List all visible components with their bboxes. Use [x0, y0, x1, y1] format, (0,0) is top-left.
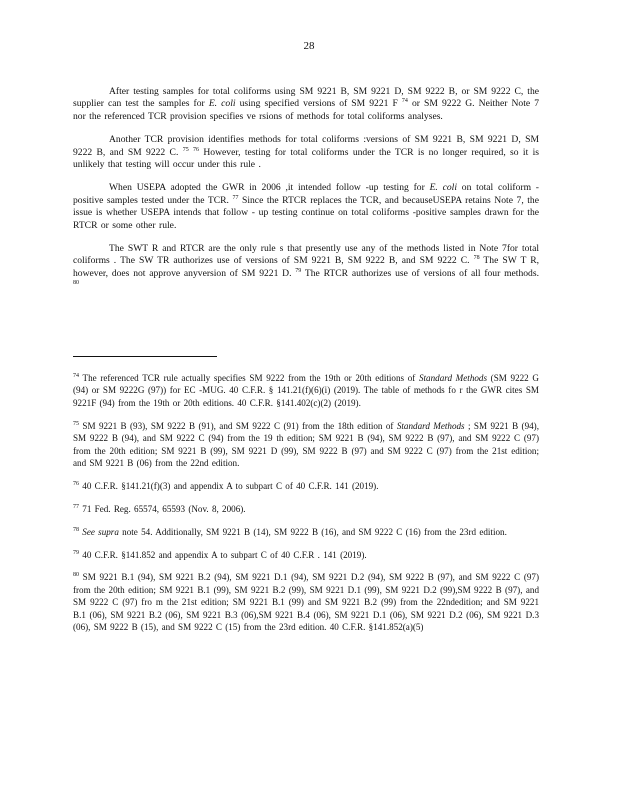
italic-text: E. coli [429, 182, 457, 194]
footnotes [73, 372, 539, 644]
italic-text: Standard Methods [396, 420, 465, 431]
footnote-marker: 80 [73, 280, 79, 287]
page-number: 28 [303, 40, 315, 52]
footnote: $^{78}$ See supra note 54. Additionally, SM 9221 B (14), SM 9222 B (16), and SM 9222 C (16) from the 23rd edition. [73, 526, 507, 537]
footnote-marker: 77 [232, 194, 239, 201]
main-text [73, 86, 539, 304]
footnote-marker: 76 [193, 146, 200, 153]
paragraph: Another TCR provision identifies methods for total coliforms :versions of SM 9221 B, SM 9221 D, SM 9222 B, and SM 9222 C. $^{75}$ $^{76}$ However, testing for total coliforms under the TCR is no longer required, so it is unlikely that testing will occur under this rule . [73, 134, 539, 171]
footnote: $^{80}$ SM 9221 B.1 (94), SM 9221 B.2 (94), SM 9221 D.1 (94), SM 9221 D.2 (94), SM 9222 B (97), and SM 9222 C (97) from the 20th edition; SM 9221 B.1 (99), SM 9221 B.2 (99), SM 9221 D.1 (99), SM 9221 D.2 (99),SM 9222 B (97), and SM 9222 C (97) fro m the 21st edition; SM 9221 B.1 (99) and SM 9221 B.2 (99) from the 22ndedition; and SM 9221 B.1 (06), SM 9221 B.2 (06), SM 9221 B.3 (06),SM 9221 B.4 (06), SM 9221 D.1 (06), SM 9221 D.2 (06), SM 9221 D.3 (06), SM 9222 B (15), and SM 9222 C (15) from the 23rd edition. 40 C.F.R. §141.852(a)(5) [73, 572, 539, 633]
footnote: $^{77}$ 71 Fed. Reg. 65574, 65593 (Nov. 8, 2006). [73, 503, 246, 514]
paragraph: When USEPA adopted the GWR in 2006 ,it intended follow -up testing for E. coli on total coliform -positive samples tested under the TCR. $^{77}$ Since the RTCR replaces the TCR, and becauseUSEPA retains Note 7, the issue is whether USEPA intends that follow - up testing continue on total coliforms -positive samples drawn for the RTCR or some other rule. [73, 182, 540, 231]
footnote-marker: 79 [295, 267, 302, 274]
italic-text: Standard Methods [418, 373, 487, 383]
footnote-marker: 74 [73, 372, 79, 379]
italic-text: See supra [82, 526, 119, 537]
italic-text: E. coli [208, 98, 236, 110]
footnote-marker: 79 [73, 549, 79, 556]
paragraph: After testing samples for total coliforms using SM 9221 B, SM 9221 D, SM 9222 B, or SM 9222 C, the supplier can test the samples for E. coli using specified versions of SM 9221 F $^{74}$ or SM 9222 G. Neither Note 7 nor the referenced TCR provision specifies ve rsions of methods for total coliforms analyses. [73, 86, 540, 122]
footnote: $^{76}$ 40 C.F.R. §141.21(f)(3) and appendix A to subpart C of 40 C.F.R. 141 (2019). [73, 480, 379, 491]
footnote-marker: 76 [73, 480, 79, 487]
footnote-marker: 77 [73, 503, 79, 510]
footnote: $^{79}$ 40 C.F.R. §141.852 and appendix A to subpart C of 40 C.F.R . 141 (2019). [73, 549, 367, 560]
footnote-marker: 78 [473, 255, 480, 262]
footnote-marker: 80 [73, 572, 79, 579]
footnote-marker: 75 [182, 146, 189, 153]
footnote: $^{75}$ SM 9221 B (93), SM 9222 B (91), and SM 9222 C (91) from the 18th edition of Standard Methods ; SM 9221 B (94), SM 9222 B (94), and SM 9222 C (94) from the 19 th edition; SM 9221 B (94), SM 9222 B (97), and SM 9222 C (97) from the 20th edition; SM 9221 B (99), SM 9221 D (99), SM 9222 B (97) and SM 9222 C (97) from the 21st edition; and SM 9221 B (06) from the 22nd edition. [73, 420, 539, 468]
footnote: $^{74}$ The referenced TCR rule actually specifies SM 9222 from the 19th or 20th editions of Standard Methods (SM 9222 G (94) or SM 9222G (97)) for EC -MUG. 40 C.F.R. § 141.21(f)(6)(i) (2019). The table of methods fo r the GWR cites SM 9221F (94) from the 19th or 20th editions. 40 C.F.R. §141.402(c)(2) (2019). [73, 372, 539, 408]
footnote-marker: 74 [401, 98, 408, 105]
footnote-marker: 78 [73, 526, 79, 533]
footnote-marker: 75 [73, 420, 79, 427]
footnote-separator [73, 356, 217, 357]
paragraph: The SWT R and RTCR are the only rule s that presently use any of the methods listed in Note 7for total coliforms . The SW TR authorizes use of versions of SM 9221 B, SM 9222 B, and SM 9222 C. $^{78}$ The SW T R, however, does not approve anyversion of SM 9221 D. $^{79}$ The RTCR authorizes use of versions of all four methods. $^{80}$ [73, 243, 539, 287]
